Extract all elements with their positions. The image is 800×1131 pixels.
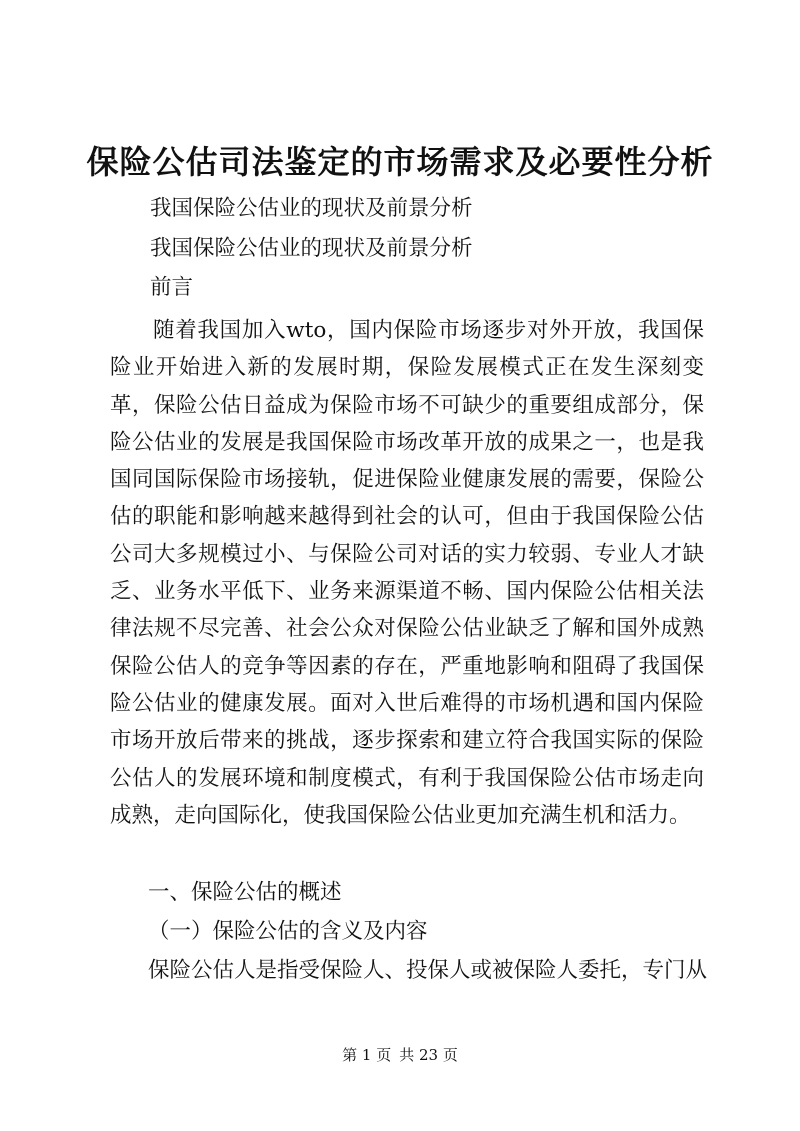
document-title: 保险公估司法鉴定的市场需求及必要性分析 — [86, 143, 714, 181]
preface-heading: 前言 — [150, 275, 194, 300]
subsection-heading: （一）保险公估的含义及内容 — [148, 919, 428, 944]
section-heading: 一、保险公估的概述 — [148, 880, 342, 905]
preface-paragraph: 随着我国加入wto，国内保险市场逐步对外开放，我国保险业开始进入新的发展时期，保险发展模式正在发生深刻变革，保险公估日益成为保险市场不可缺少的重要组成部分，保险公估业的发展是我国保险市场改革开放的成果之一，也是我国同国际保险市场接轨，促进保险业健康发展的需要，保险公估的职能和影响越来越得到社会的认可，但由于我国保险公估公司大多规模过小、与保险公司对话的实力较弱、专业人才缺乏、业务水平低下、业务来源渠道不畅、国内保险公估相关法律法规不尽完善、社会公众对保险公估业缺乏了解和国外成熟保险公估人的竞争等因素的存在，严重地影响和阻碍了我国保险公估业的健康发展。面对入世后难得的市场机遇和国内保险市场开放后带来的挑战，逐步探索和建立符合我国实际的保险公估人的发展环境和制度模式，有利于我国保险公估市场走向成熟，走向国际化，使我国保险公估业更加充满生机和活力。 — [110, 318, 704, 828]
page-total: 共 23 页 — [399, 1046, 458, 1064]
subtitle-line-2: 我国保险公估业的现状及前景分析 — [150, 236, 473, 261]
page-number: 第 1 页 — [342, 1046, 392, 1064]
page-footer — [0, 1045, 800, 1065]
subtitle-line-1: 我国保险公估业的现状及前景分析 — [150, 196, 473, 221]
body-text-line: 保险公估人是指受保险人、投保人或被保险人委托，专门从 — [148, 958, 708, 983]
